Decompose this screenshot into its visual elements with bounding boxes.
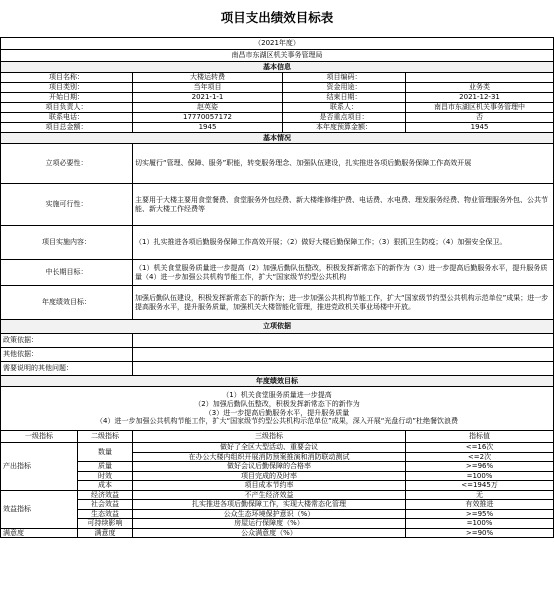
- indicator-value: 有效推进: [406, 500, 554, 510]
- level1-indicator: 效益指标: [1, 490, 78, 528]
- situation-label: 项目实施内容：: [1, 226, 133, 260]
- situation-label: 中长期目标：: [1, 260, 133, 286]
- situation-label: 立项必要性：: [1, 144, 133, 184]
- annual-target-line: （2）加强后勤队伍整改，积极发挥新常态下的新作为: [194, 399, 360, 408]
- level2-indicator: 社会效益: [78, 500, 133, 510]
- basis-text: [133, 348, 554, 362]
- column-header: 指标值: [406, 431, 554, 443]
- basic-info-value: 大楼运转费: [133, 73, 283, 83]
- level2-indicator: 可持续影响: [78, 519, 133, 529]
- basic-info-value: 南昌市东湖区机关事务管理中: [406, 103, 554, 113]
- indicator-value: >=96%: [406, 462, 554, 472]
- indicator-value: 无: [406, 490, 554, 500]
- level2-indicator: 成本: [78, 481, 133, 491]
- basic-info-label: 开始日期：: [1, 93, 133, 103]
- level2-indicator: 数量: [78, 443, 133, 462]
- level3-indicator: 公众生态环境保护意识（%）: [133, 509, 406, 519]
- indicator-value: <=2次: [406, 452, 554, 462]
- level3-indicator: 做好会议后勤保障的合格率: [133, 462, 406, 472]
- indicator-value: =100%: [406, 471, 554, 481]
- basis-label: 需要说明的其他问题：: [1, 362, 133, 376]
- level3-indicator: 公众满意度（%）: [133, 528, 406, 538]
- column-header: 二级指标: [78, 431, 133, 443]
- basic-info-value: 2021-12-31: [406, 93, 554, 103]
- column-header: 三级指标: [133, 431, 406, 443]
- basic-info-value: 业务类: [406, 83, 554, 93]
- level1-indicator: 满意度: [1, 528, 78, 538]
- section-header-basic-info: 基本信息: [1, 62, 554, 73]
- level3-indicator: 不产生经济效益: [133, 490, 406, 500]
- basic-info-label: 项目类别：: [1, 83, 133, 93]
- basic-info-value: 否: [406, 113, 554, 123]
- basis-label: 其他依据：: [1, 348, 133, 362]
- basic-info-value: 2021-1-1: [133, 93, 283, 103]
- basic-info-label: 项目名称：: [1, 73, 133, 83]
- basic-info-label: 联系人：: [283, 103, 406, 113]
- situation-label: 年度绩效目标：: [1, 286, 133, 320]
- situation-text: 主要用于大楼主要用食堂餐费、食堂服务外包经费、新大楼维修维护费、电话费、水电费、理发服务经费、物业管理服务外包、公共节能、新大楼工作经费等: [133, 184, 554, 226]
- annual-target-line: （3）进一步提高后勤服务水平，提升服务质量: [204, 408, 350, 417]
- section-header-project-basis: 立项依据: [1, 320, 554, 334]
- situation-label: 实施可行性：: [1, 184, 133, 226]
- indicator-value: <=16次: [406, 443, 554, 453]
- annual-target-line: （4）进一步加强公共机构节能工作，扩大“国家级节约型公共机构示范单位”成果，深入开展“光盘行动”杜绝餐饮浪费: [96, 417, 458, 426]
- level3-indicator: 项目完成的及时率: [133, 471, 406, 481]
- annual-targets-text: [1, 387, 554, 431]
- level2-indicator: 经济效益: [78, 490, 133, 500]
- indicator-value: =100%: [406, 519, 554, 529]
- situation-text: （1）扎实推进各项后勤服务保障工作高效开展；（2）做好大楼后勤保障工作；（3）狠抓卫生防疫；（4）加强安全保卫。: [133, 226, 554, 260]
- basic-info-label: 本年度预算金额：: [283, 123, 406, 133]
- basic-info-value: 1945: [406, 123, 554, 133]
- target-table: [0, 37, 554, 538]
- level2-indicator: 质量: [78, 462, 133, 472]
- basic-info-label: 项目编码：: [283, 73, 406, 83]
- level3-indicator: 做好了全区大型活动、重要会议: [133, 443, 406, 453]
- column-header: 一级指标: [1, 431, 78, 443]
- level2-indicator: 时效: [78, 471, 133, 481]
- level2-indicator: 满意度: [78, 528, 133, 538]
- basic-info-label: 项目负责人：: [1, 103, 133, 113]
- indicator-value: <=1945万: [406, 481, 554, 491]
- section-header-basic-situation: 基本情况: [1, 133, 554, 144]
- basic-info-value: 1945: [133, 123, 283, 133]
- page-title: 项目支出绩效目标表: [220, 10, 334, 25]
- basic-info-label: 结束日期：: [283, 93, 406, 103]
- basic-info-value: 17770057172: [133, 113, 283, 123]
- section-header-annual-targets: 年度绩效目标: [1, 376, 554, 387]
- year-label: （2021年度）: [1, 38, 554, 50]
- level3-indicator: 房屋运行保障度（%）: [133, 519, 406, 529]
- department-name: 南昌市东湖区机关事务管理局: [1, 50, 554, 62]
- basis-text: [133, 334, 554, 348]
- annual-target-line: （1）机关食堂服务质量进一步提高: [222, 391, 332, 400]
- indicator-value: >=95%: [406, 509, 554, 519]
- basis-label: 政策依据：: [1, 334, 133, 348]
- level3-indicator: 项目成本节约率: [133, 481, 406, 491]
- situation-text: 加强后勤队伍建设，积极发挥新常态下的新作为；进一步加强公共机构节能工作，扩大“国家级节约型公共机构示范单位”成果；进一步提高服务水平，提升服务质量，加强机关大楼智能化管理，推进党政机关事业场楼中开放。: [133, 286, 554, 320]
- situation-text: 切实履行“管理、保障、服务”职能，转变服务理念、加强队伍建设，扎实推进各项后勤服务保障工作高效开展: [133, 144, 554, 184]
- situation-text: （1）机关食堂服务质量进一步提高（2）加强后勤队伍整改，积极发挥新常态下的新作为（3）进一步提高后勤服务水平，提升服务质量（4）进一步加强公共机构节能工作，扩大“国家级节约型公共机构: [133, 260, 554, 286]
- basis-text: [133, 362, 554, 376]
- level1-indicator: 产出指标: [1, 443, 78, 491]
- basic-info-value: 当年项目: [133, 83, 283, 93]
- basic-info-label: 项目总金额：: [1, 123, 133, 133]
- indicator-value: >=90%: [406, 528, 554, 538]
- basic-info-label: 资金用途：: [283, 83, 406, 93]
- basic-info-label: 是否重点项目：: [283, 113, 406, 123]
- basic-info-label: 联系电话：: [1, 113, 133, 123]
- level2-indicator: 生态效益: [78, 509, 133, 519]
- basic-info-value: [406, 73, 554, 83]
- basic-info-value: 赵英姿: [133, 103, 283, 113]
- level3-indicator: 在办公大楼内组织开展消防预案推演和消防联动测试: [133, 452, 406, 462]
- level3-indicator: 扎实推进各项后勤保障工作，实现大楼常态化管理: [133, 500, 406, 510]
